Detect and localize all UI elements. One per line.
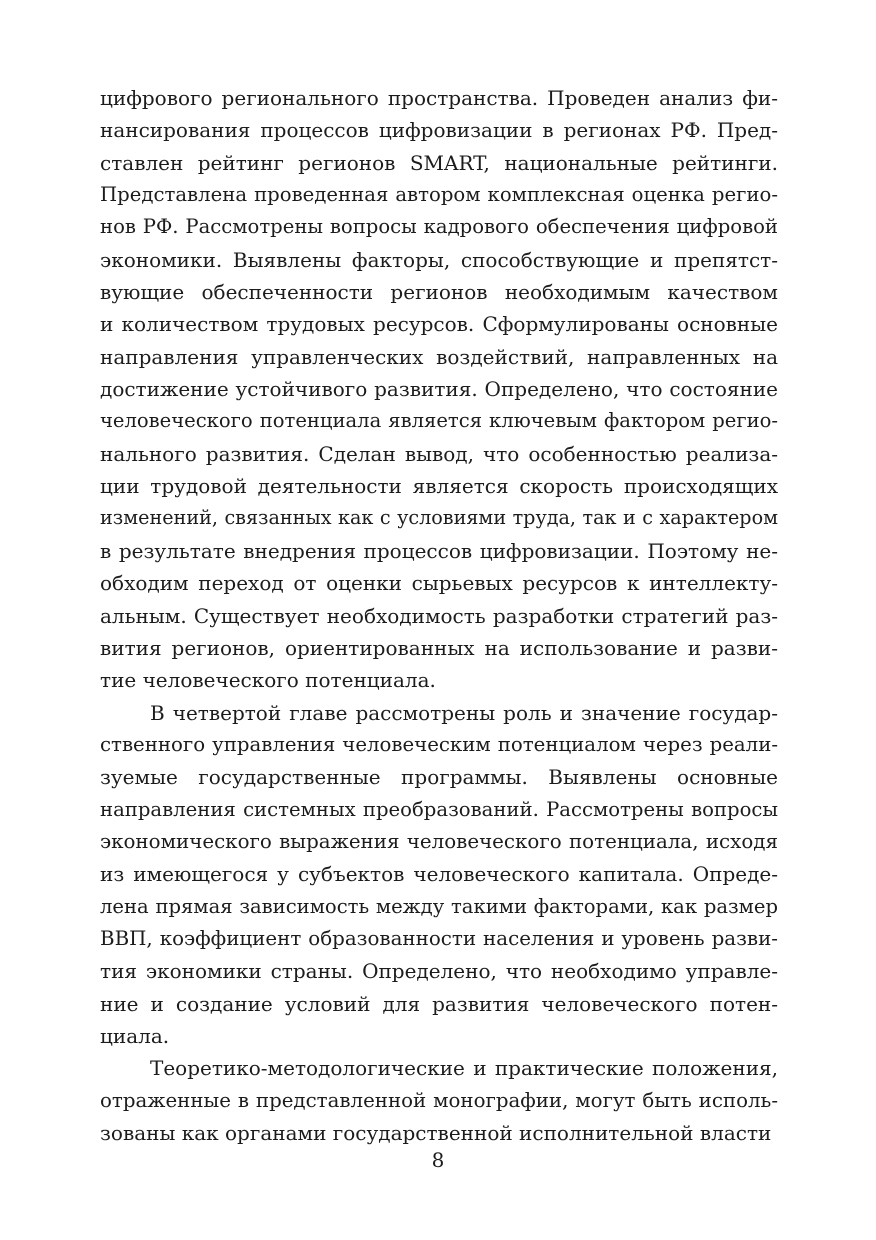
text-line: нансирования процессов цифровизации в регионах РФ. Пред- [100,118,778,143]
text-line: альным. Существует необходимость разработки стратегий раз- [100,603,778,628]
text-line: Представлена проведенная автором комплексная оценка регио- [100,183,778,207]
text-line: достижение устойчивого развития. Определено, что состояние [100,377,778,402]
text-line: отраженные в представленной монографии, могут быть исполь- [100,1088,778,1112]
text-line: из имеющегося у субъектов человеческого капитала. Опреде- [100,862,778,887]
text-line: вующие обеспеченности регионов необходимым качеством [100,280,778,305]
text-line: направления системных преобразований. Рассмотрены вопросы [100,797,778,821]
text-line: ние и создание условий для развития человеческого потен- [100,991,778,1016]
text-line: экономики. Выявлены факторы, способствующие и препятст- [100,247,778,272]
text-line: вития регионов, ориентированных на использование и разви- [100,635,778,660]
body-text [100,82,778,1149]
text-line: нального развития. Сделан вывод, что особенностью реализа- [100,441,778,466]
text-line: экономического выражения человеческого потенциала, исходя [100,829,778,853]
paragraph [100,697,778,1053]
text-line: ставлен рейтинг регионов SMART, национальные рейтинги. [100,150,778,175]
text-line: В четвертой главе рассмотрены роль и значение государ- [150,700,778,725]
text-line: направления управленческих воздействий, направленных на [100,344,778,369]
text-line: цифрового регионального пространства. Проведен анализ фи- [100,86,778,110]
text-line: ственного управления человеческим потенциалом через реали- [100,732,778,756]
text-line: человеческого потенциала является ключевым фактором регио- [100,409,778,433]
text-line: лена прямая зависимость между такими факторами, как размер [100,894,778,918]
text-line: циала. [100,1023,170,1048]
text-line: ВВП, коэффициент образованности населения и уровень разви- [100,926,778,950]
text-line: нов РФ. Рассмотрены вопросы кадрового обеспечения цифровой [100,215,778,239]
text-line: обходим переход от оценки сырьевых ресурсов к интеллекту- [100,571,778,596]
text-line: зованы как органами государственной исполнительной власти [100,1121,772,1145]
text-line: тие человеческого потенциала. [100,668,436,693]
text-line: изменений, связанных как с условиями труда, так и с характером [100,506,778,530]
paragraph [100,82,778,697]
text-line: в результате внедрения процессов цифровизации. Поэтому не- [100,538,778,563]
page-number: 8 [431,1148,445,1172]
text-line: тия экономики страны. Определено, что необходимо управле- [100,959,778,984]
paragraph [100,1052,778,1149]
text-line: зуемые государственные программы. Выявлены основные [100,765,778,790]
text-line: Теоретико-методологические и практические положения, [150,1056,778,1081]
text-line: и количеством трудовых ресурсов. Сформулированы основные [100,312,778,337]
text-line: ции трудовой деятельности является скорость происходящих [100,474,778,499]
